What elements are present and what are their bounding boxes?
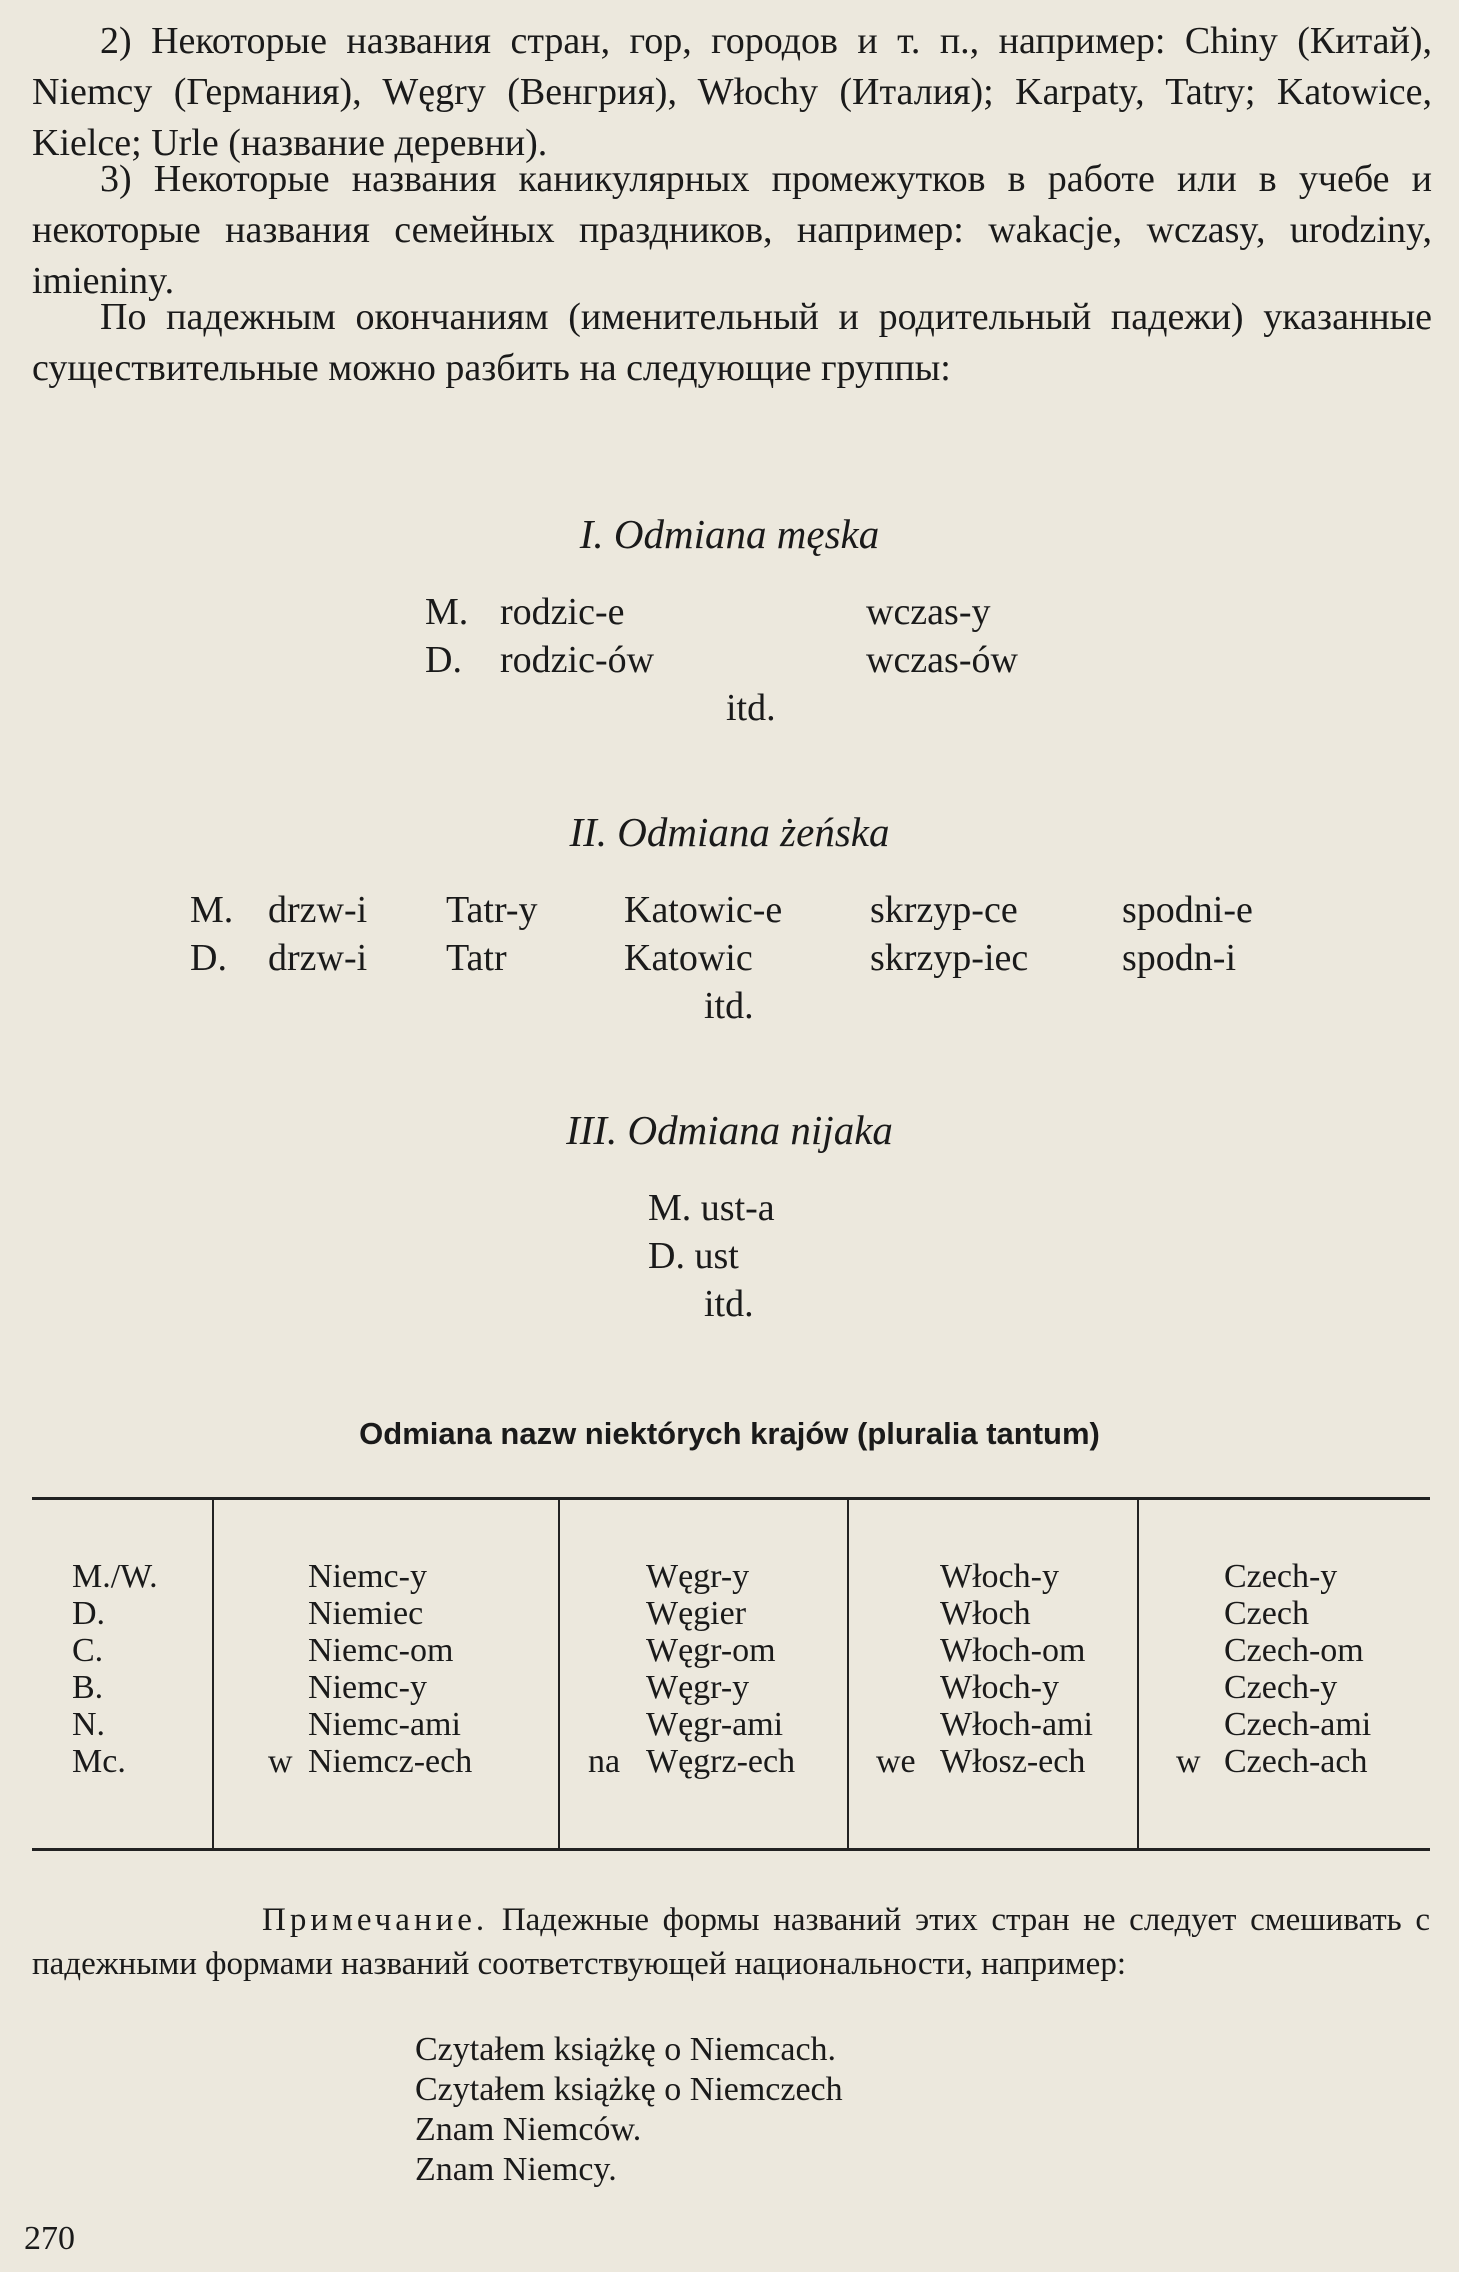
case-label: Mc. bbox=[72, 1743, 126, 1780]
wlochy-column bbox=[940, 1558, 1093, 1780]
table-cell: Czech-ach bbox=[1224, 1743, 1368, 1780]
paragraph-groups: По падежным окончаниям (именительный и родительный падежи) указанные существительные можно разбить на следующие группы: bbox=[32, 296, 1432, 389]
itd-masculine: itd. bbox=[726, 687, 776, 729]
table-cell: Czech-om bbox=[1224, 1632, 1364, 1669]
table-cell: Węgr-om bbox=[646, 1632, 776, 1669]
note-text: Падежные формы названий этих стран не следует смешивать с падежными формами названий соответствующей национальности, например: bbox=[32, 1902, 1431, 1982]
table-cell: Czech-y bbox=[1224, 1558, 1338, 1595]
form-m: drzw-i bbox=[268, 889, 368, 931]
example-line: Czytałem książkę o Niemczech bbox=[415, 2071, 843, 2108]
heading-neuter: III. Odmiana nijaka bbox=[566, 1107, 893, 1153]
niemcy-column bbox=[308, 1558, 472, 1780]
case-label: C. bbox=[72, 1632, 104, 1669]
case-label: D. bbox=[72, 1595, 106, 1632]
preposition: w bbox=[1176, 1743, 1201, 1780]
form-m: Tatr-y bbox=[446, 889, 538, 931]
form-m: M. ust-a bbox=[648, 1187, 775, 1229]
table-cell: Niemiec bbox=[308, 1595, 424, 1632]
table-cell: Czech bbox=[1224, 1595, 1309, 1632]
form-m1: rodzic-e bbox=[500, 591, 625, 633]
form-d1: rodzic-ów bbox=[500, 639, 655, 681]
form-d: skrzyp-iec bbox=[870, 937, 1029, 979]
table-cell: Włoch-om bbox=[940, 1632, 1086, 1669]
itd-neuter: itd. bbox=[704, 1283, 754, 1325]
wegry-column bbox=[646, 1558, 795, 1780]
column-divider bbox=[847, 1500, 849, 1848]
table-cell: Czech-y bbox=[1224, 1669, 1338, 1706]
column-divider bbox=[558, 1500, 560, 1848]
form-d: Tatr bbox=[446, 937, 507, 979]
heading-masculine: I. Odmiana męska bbox=[579, 511, 880, 557]
column-divider bbox=[212, 1500, 214, 1848]
label-m: M. bbox=[425, 591, 469, 633]
table-cell: Czech-ami bbox=[1224, 1706, 1372, 1743]
preposition: we bbox=[876, 1743, 916, 1780]
itd-feminine: itd. bbox=[704, 985, 754, 1027]
table-cell: Włoch-y bbox=[940, 1669, 1059, 1706]
table-cell: Niemc-om bbox=[308, 1632, 454, 1669]
example-line: Znam Niemcy. bbox=[415, 2151, 617, 2188]
table-cell: Włoch-ami bbox=[940, 1706, 1093, 1743]
form-m: Katowic-e bbox=[624, 889, 783, 931]
table-cell: Włosz-ech bbox=[940, 1743, 1086, 1780]
case-label: M./W. bbox=[72, 1558, 158, 1595]
table-cell: Węgrz-ech bbox=[646, 1743, 796, 1780]
label-m: M. bbox=[190, 889, 234, 931]
paragraph-3: 3) Некоторые названия каникулярных промежутков в работе или в учебе и некоторые названия семейных праздников, например: wakacje, wczasy, urodziny, imieniny. bbox=[32, 158, 1432, 302]
label-d: D. bbox=[425, 639, 462, 681]
table-cell: Węgr-y bbox=[646, 1558, 750, 1595]
table-cell: Niemc-y bbox=[308, 1558, 427, 1595]
heading-feminine: II. Odmiana żeńska bbox=[569, 809, 890, 855]
page-number: 270 bbox=[24, 2220, 75, 2257]
case-column bbox=[72, 1558, 158, 1780]
table-cell: Włoch bbox=[940, 1595, 1031, 1632]
form-m: skrzyp-ce bbox=[870, 889, 1018, 931]
paragraph-2: 2) Некоторые названия стран, гор, городов и т. п., например: Chiny (Китай), Niemcy (Германия), Węgry (Венгрия), Włochy (Италия); Karpaty, Tatry; Katowice, Kielce; Urle (название деревни). bbox=[32, 20, 1432, 164]
form-d: spodn-i bbox=[1122, 937, 1236, 979]
examples-list bbox=[415, 2030, 843, 2190]
note bbox=[32, 1898, 1430, 1986]
table-cell: Węgier bbox=[646, 1595, 747, 1632]
table-cell: Niemc-y bbox=[308, 1669, 427, 1706]
table-cell: Węgr-ami bbox=[646, 1706, 784, 1743]
case-label: B. bbox=[72, 1669, 104, 1706]
form-d: Katowic bbox=[624, 937, 753, 979]
example-line: Znam Niemców. bbox=[415, 2111, 642, 2148]
column-divider bbox=[1137, 1500, 1139, 1848]
case-label: N. bbox=[72, 1706, 106, 1743]
table-cell: Włoch-y bbox=[940, 1558, 1059, 1595]
table-title: Odmiana nazw niektórych krajów (pluralia tantum) bbox=[359, 1416, 1100, 1451]
table-cell: Niemcz-ech bbox=[308, 1743, 473, 1780]
form-d2: wczas-ów bbox=[866, 639, 1018, 681]
preposition: na bbox=[588, 1743, 621, 1780]
form-d: drzw-i bbox=[268, 937, 368, 979]
form-d: D. ust bbox=[648, 1235, 739, 1277]
preposition: w bbox=[268, 1743, 293, 1780]
form-m: spodni-e bbox=[1122, 889, 1253, 931]
label-d: D. bbox=[190, 937, 227, 979]
table-cell: Węgr-y bbox=[646, 1669, 750, 1706]
example-line: Czytałem książkę o Niemcach. bbox=[415, 2031, 837, 2068]
table-cell: Niemc-ami bbox=[308, 1706, 461, 1743]
note-label: Примечание. bbox=[262, 1902, 489, 1938]
form-m2: wczas-y bbox=[866, 591, 991, 633]
czechy-column bbox=[1224, 1558, 1371, 1780]
declension-table bbox=[32, 1497, 1430, 1851]
